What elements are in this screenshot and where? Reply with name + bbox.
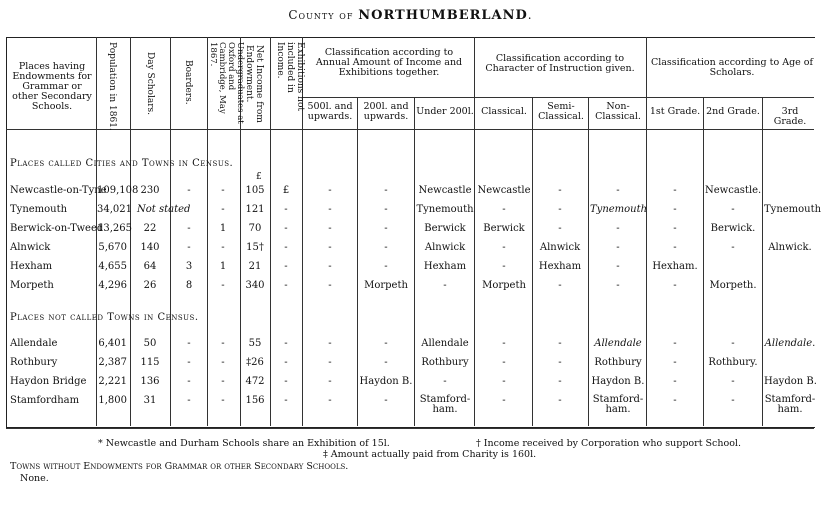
footnote-without-title: Towns without Endowments for Grammar or other Secondary Schools. <box>10 461 349 472</box>
cell-g1: - <box>673 280 677 291</box>
header-subrule <box>302 97 814 98</box>
title-county: NORTHUMBERLAND <box>358 8 528 23</box>
cell-g2: Newcastle. <box>705 185 762 196</box>
header-undergraduates: Undergraduates at Oxford and Cambridge, May 1867. <box>208 42 245 124</box>
cell-classical: - <box>502 261 506 272</box>
header-non: Non-Classical. <box>595 101 641 122</box>
cell-pop: 5,670 <box>98 242 127 253</box>
cell-income: 21 <box>248 261 262 272</box>
footnote-ddagger: ‡ Amount actually paid from Charity is 160l. <box>323 449 537 460</box>
pound-symbol: £ <box>256 172 262 182</box>
cell-place: Stamfordham <box>10 395 80 406</box>
cell-day: 22 <box>143 223 157 234</box>
cell-semi: Alnwick <box>539 242 581 253</box>
cell-under: 1 <box>219 261 227 272</box>
cell-classical: - <box>502 357 506 368</box>
cell-income: 55 <box>248 338 262 349</box>
cell-pop: 109,108 <box>97 185 139 196</box>
cell-exh: - <box>284 242 288 253</box>
cell-place: Morpeth <box>10 280 54 291</box>
cell-semi: - <box>558 280 562 291</box>
cell-place: Rothbury <box>10 357 58 368</box>
cell-g2: - <box>731 242 735 253</box>
header-classical: Classical. <box>481 106 527 117</box>
table-row <box>0 395 821 413</box>
header-boarders: Boarders. <box>183 60 193 105</box>
cell-g1: Hexham. <box>652 261 698 272</box>
header-class-income: Classification according to Annual Amount of Income and Exhibitions together. <box>315 47 463 78</box>
cell-pop: 6,401 <box>98 338 127 349</box>
cell-income: 121 <box>245 204 265 215</box>
footer-rule <box>6 428 814 429</box>
cell-place: Hexham <box>10 261 53 272</box>
cell-semi: - <box>558 223 562 234</box>
cell-boarders: 8 <box>185 280 193 291</box>
header-population: Population in 1861. <box>107 42 117 131</box>
cell-under: - <box>221 204 225 215</box>
footnote-dagger: † Income received by Corporation who support School. <box>476 438 741 449</box>
cell-classical: - <box>502 204 506 215</box>
cell-boarders: - <box>187 395 191 406</box>
cell-classical: - <box>502 395 506 406</box>
cell-income: 472 <box>245 376 265 387</box>
cell-semi: - <box>558 395 562 406</box>
cell-g1: - <box>673 204 677 215</box>
cell-semi: - <box>558 204 562 215</box>
cell-place: Berwick-on-Tweed <box>10 223 104 234</box>
cell-g1: - <box>673 395 677 406</box>
cell-pop: 2,387 <box>98 357 127 368</box>
cell-boarders: - <box>187 223 191 234</box>
cell-classical: - <box>502 242 506 253</box>
table-row <box>0 242 821 260</box>
cell-g3: Tynemouth <box>764 204 821 215</box>
page-title: County of NORTHUMBERLAND. <box>288 8 533 23</box>
header-class-instruction: Classification according to Character of Instruction given. <box>485 53 635 74</box>
cell-exh: £ <box>282 185 290 196</box>
cell-semi: - <box>558 357 562 368</box>
cell-under: - <box>221 357 225 368</box>
cell-inc500: - <box>328 395 332 406</box>
cell-incunder: - <box>443 376 447 387</box>
cell-g1: - <box>673 242 677 253</box>
cell-boarders: - <box>187 357 191 368</box>
cell-semi: Hexham <box>538 261 582 272</box>
cell-exh: - <box>284 261 288 272</box>
cell-incunder: Tynemouth <box>416 204 474 215</box>
table-row <box>0 338 821 356</box>
cell-non: - <box>616 185 620 196</box>
cell-incunder: Berwick <box>424 223 466 234</box>
cell-inc500: - <box>328 185 332 196</box>
cell-inc200: Morpeth <box>364 280 408 291</box>
cell-day: 115 <box>140 357 160 368</box>
cell-exh: - <box>284 376 288 387</box>
cell-inc500: - <box>328 242 332 253</box>
footnote-without-value: None. <box>20 473 49 484</box>
cell-semi: - <box>558 185 562 196</box>
cell-inc200: - <box>384 338 388 349</box>
cell-incunder: Alnwick <box>424 242 466 253</box>
cell-exh: - <box>284 204 288 215</box>
cell-under: - <box>221 242 225 253</box>
cell-place: Alnwick <box>10 242 51 253</box>
title-prefix: County of <box>288 8 354 22</box>
cell-g2: Rothbury. <box>708 357 758 368</box>
cell-g3: Allendale. <box>764 338 816 349</box>
cell-exh: - <box>284 223 288 234</box>
cell-income: 156 <box>245 395 265 406</box>
cell-place: Newcastle-on-Tyne <box>10 185 107 196</box>
cell-exh: - <box>284 395 288 406</box>
cell-g1: - <box>673 357 677 368</box>
cell-inc500: - <box>328 261 332 272</box>
cell-g2: - <box>731 338 735 349</box>
cell-non: - <box>616 223 620 234</box>
cell-g1: - <box>673 185 677 196</box>
header-200: 200l. and upwards. <box>363 101 409 122</box>
cell-day: 140 <box>140 242 160 253</box>
section-not-towns: Places not called Towns in Census. <box>10 312 199 323</box>
cell-classical: Berwick <box>483 223 525 234</box>
cell-non: Haydon B. <box>591 376 645 387</box>
cell-day: 230 <box>140 185 160 196</box>
cell-inc500: - <box>328 280 332 291</box>
cell-classical: - <box>502 376 506 387</box>
footnote-star: * Newcastle and Durham Schools share an Exhibition of 15l. <box>98 438 390 449</box>
header-1st: 1st Grade. <box>649 106 701 117</box>
cell-pop: 4,296 <box>98 280 127 291</box>
cell-incunder: Allendale <box>421 338 469 349</box>
cell-classical: Newcastle <box>477 185 531 196</box>
cell-incunder: Rothbury <box>421 357 469 368</box>
cell-inc200: - <box>384 395 388 406</box>
cell-non: Stamford- ham. <box>592 394 644 415</box>
header-under: Under 200l. <box>416 106 474 117</box>
cell-inc500: - <box>328 223 332 234</box>
cell-place: Tynemouth <box>10 204 68 215</box>
cell-under: - <box>221 185 225 196</box>
table-row <box>0 280 821 298</box>
cell-pop: 34,021 <box>97 204 132 215</box>
cell-income: 70 <box>248 223 262 234</box>
cell-classical: - <box>502 338 506 349</box>
cell-inc200: - <box>384 242 388 253</box>
cell-exh: - <box>284 357 288 368</box>
cell-inc500: - <box>328 338 332 349</box>
header-class-age: Classification according to Age of Scholars. <box>650 57 814 78</box>
cell-boarders: - <box>187 376 191 387</box>
header-day-scholars: Day Scholars. <box>145 52 155 115</box>
cell-boarders: 3 <box>185 261 193 272</box>
cell-g3: Haydon B. <box>764 376 817 387</box>
cell-day: 31 <box>143 395 157 406</box>
cell-g3: Alnwick. <box>768 242 812 253</box>
cell-exh: - <box>284 338 288 349</box>
cell-incunder: Hexham <box>423 261 467 272</box>
cell-non: - <box>616 280 620 291</box>
header-net-income: Net Income from Endowment. <box>244 45 264 123</box>
cell-under: - <box>221 395 225 406</box>
cell-inc500: - <box>328 204 332 215</box>
cell-day: Not stated <box>137 204 191 215</box>
cell-income: 105 <box>245 185 265 196</box>
table-row <box>0 223 821 241</box>
cell-incunder: - <box>443 280 447 291</box>
cell-income: 15† <box>246 242 264 253</box>
cell-classical: Morpeth <box>482 280 526 291</box>
cell-non: Rothbury <box>594 357 642 368</box>
cell-day: 136 <box>140 376 160 387</box>
cell-g2: Berwick. <box>710 223 756 234</box>
header-places: Places having Endowments for Grammar or other Secondary Schools. <box>12 61 92 112</box>
header-rule <box>6 129 814 130</box>
cell-income: ‡26 <box>246 357 264 368</box>
cell-inc200: - <box>384 185 388 196</box>
cell-semi: - <box>558 376 562 387</box>
header-semi: Semi-Classical. <box>538 101 584 122</box>
cell-under: 1 <box>219 223 227 234</box>
cell-exh: - <box>284 280 288 291</box>
cell-pop: 2,221 <box>98 376 127 387</box>
table-row <box>0 261 821 279</box>
table-row <box>0 376 821 394</box>
cell-incunder: Newcastle <box>418 185 472 196</box>
cell-inc200: - <box>384 223 388 234</box>
cell-inc200: Haydon B. <box>359 376 413 387</box>
table-row <box>0 185 821 203</box>
cell-pop: 1,800 <box>98 395 127 406</box>
cell-incunder: Stamford- ham. <box>419 394 471 415</box>
cell-pop: 4,655 <box>98 261 127 272</box>
cell-non: - <box>616 242 620 253</box>
cell-income: 340 <box>245 280 265 291</box>
cell-pop: 13,265 <box>97 223 132 234</box>
cell-under: - <box>221 376 225 387</box>
cell-g2: Morpeth. <box>709 280 757 291</box>
cell-place: Haydon Bridge <box>10 376 87 387</box>
cell-g1: - <box>673 223 677 234</box>
cell-g2: - <box>731 204 735 215</box>
cell-place: Allendale <box>10 338 58 349</box>
header-3rd: 3rd Grade. <box>773 106 807 127</box>
cell-under: - <box>221 338 225 349</box>
section-cities: Places called Cities and Towns in Census. <box>10 158 234 169</box>
cell-inc200: - <box>384 204 388 215</box>
header-exhibitions: Exhibitions not included in Income. <box>275 42 305 111</box>
cell-semi: - <box>558 338 562 349</box>
cell-non: Allendale <box>594 338 642 349</box>
cell-g1: - <box>673 338 677 349</box>
table-row <box>0 357 821 375</box>
cell-g2: - <box>731 395 735 406</box>
cell-inc200: - <box>384 357 388 368</box>
cell-non: Tynemouth <box>590 204 648 215</box>
cell-day: 64 <box>143 261 157 272</box>
cell-g3: Stamford- ham. <box>764 394 816 415</box>
cell-non: - <box>616 261 620 272</box>
cell-boarders: - <box>187 242 191 253</box>
cell-boarders: - <box>187 185 191 196</box>
table-row <box>0 204 821 222</box>
cell-day: 26 <box>143 280 157 291</box>
cell-under: - <box>221 280 225 291</box>
cell-inc200: - <box>384 261 388 272</box>
cell-inc500: - <box>328 376 332 387</box>
cell-g1: - <box>673 376 677 387</box>
cell-inc500: - <box>328 357 332 368</box>
header-500: 500l. and upwards. <box>307 101 353 122</box>
cell-boarders: - <box>187 338 191 349</box>
cell-day: 50 <box>143 338 157 349</box>
header-2nd: 2nd Grade. <box>706 106 760 117</box>
cell-g2: - <box>731 376 735 387</box>
